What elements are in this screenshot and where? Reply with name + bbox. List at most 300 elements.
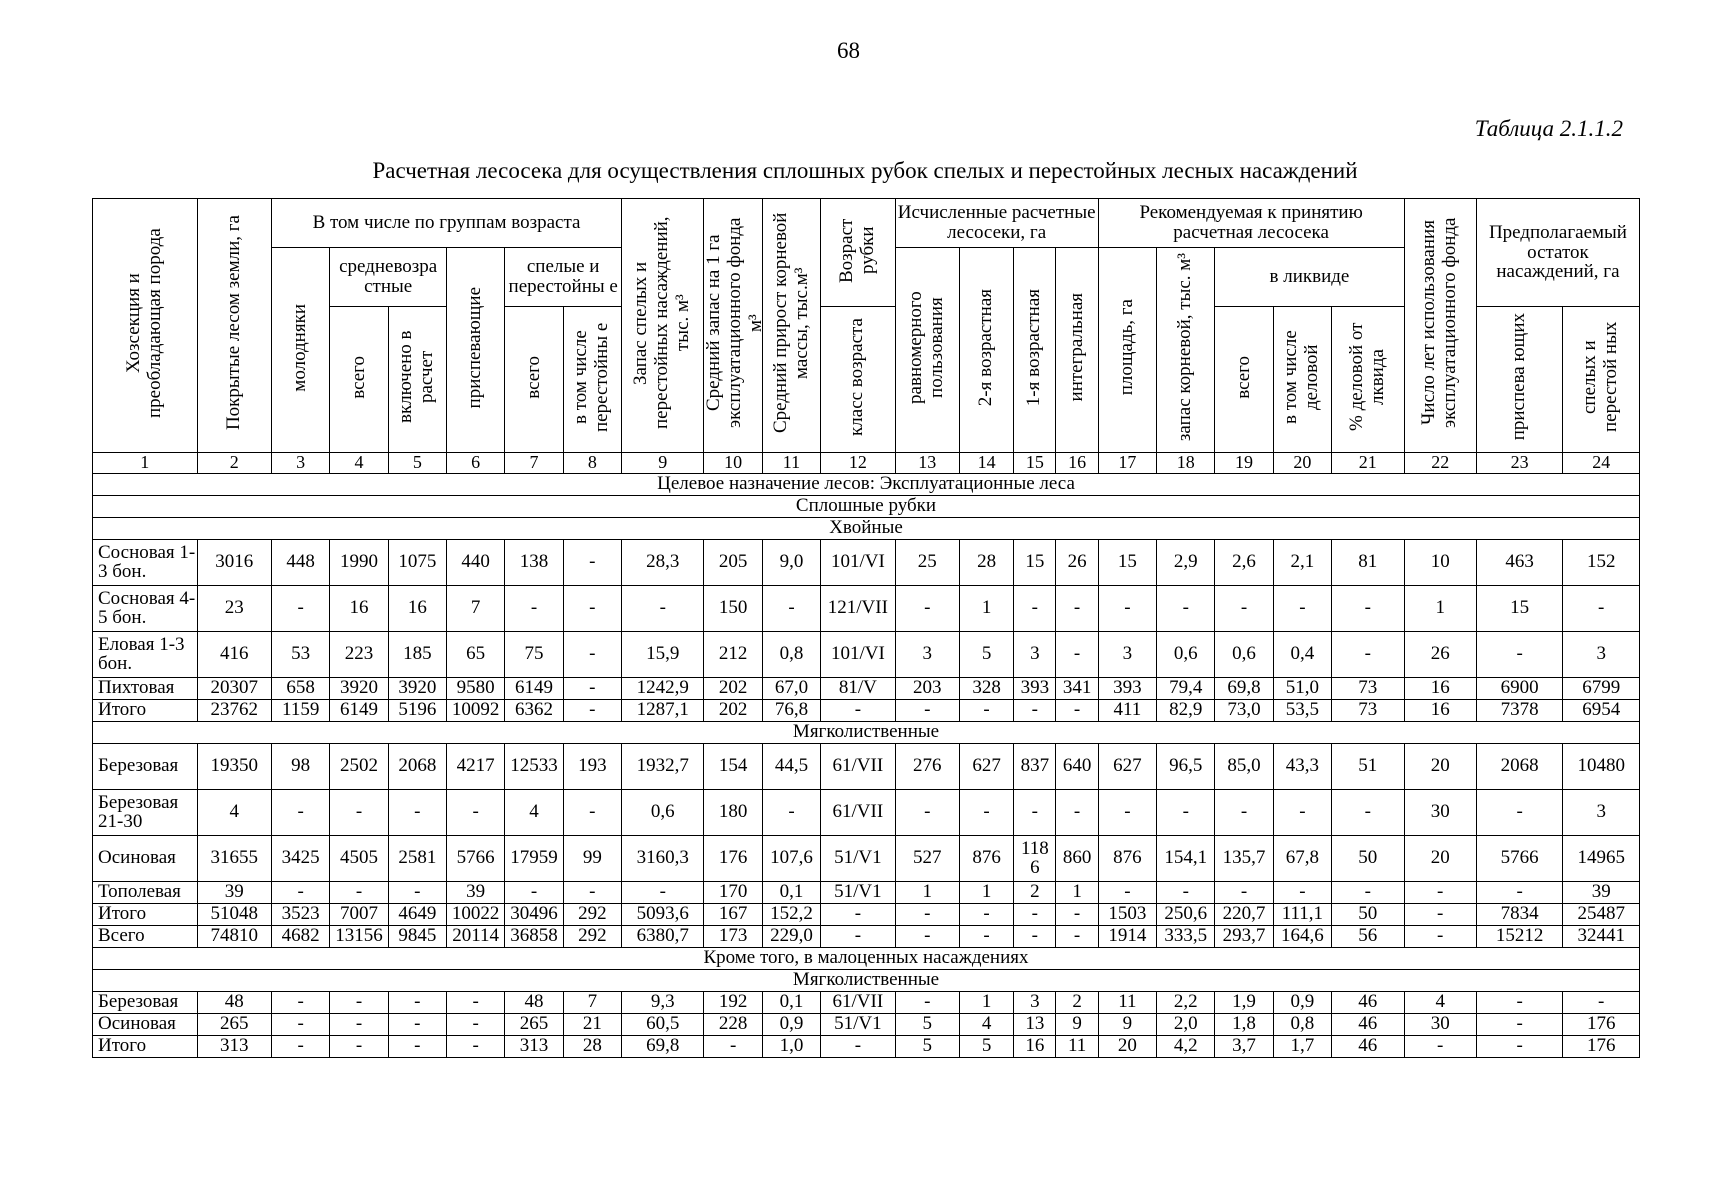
- header-c21: % деловой от лквида: [1332, 307, 1404, 453]
- table-cell: 5093,6: [622, 903, 704, 925]
- table-cell: 3,7: [1215, 1035, 1273, 1057]
- table-cell: 135,7: [1215, 835, 1273, 881]
- header-c13: равномерного пользования: [895, 248, 959, 453]
- table-cell: -: [388, 991, 446, 1013]
- table-row: [93, 903, 1640, 925]
- table-cell: 6799: [1563, 677, 1640, 699]
- header-c19: всего: [1215, 307, 1273, 453]
- table-cell: -: [1476, 631, 1562, 677]
- table-cell: 75: [505, 631, 563, 677]
- table-cell: -: [895, 789, 959, 835]
- table-cell: 1159: [272, 699, 330, 721]
- table-cell: 1: [1056, 881, 1098, 903]
- table-cell: 6380,7: [622, 925, 704, 947]
- column-number: 11: [762, 452, 820, 473]
- table-cell: 7007: [330, 903, 388, 925]
- table-cell: 51: [1332, 743, 1404, 789]
- table-cell: 98: [272, 743, 330, 789]
- table-cell: 276: [895, 743, 959, 789]
- table-cell: -: [1563, 585, 1640, 631]
- table-cell: 9: [1056, 1013, 1098, 1035]
- table-cell: 5: [959, 631, 1013, 677]
- table-cell: 26: [1056, 539, 1098, 585]
- table-cell: -: [895, 925, 959, 947]
- header-group-age: В том числе по группам возраста: [272, 199, 622, 248]
- table-cell: 7: [563, 991, 621, 1013]
- table-cell: 69,8: [1215, 677, 1273, 699]
- table-cell: 2: [1056, 991, 1098, 1013]
- table-cell: 107,6: [762, 835, 820, 881]
- table-cell: 138: [505, 539, 563, 585]
- species-name-cell: Осиновая: [93, 1013, 198, 1035]
- column-number: 21: [1332, 452, 1404, 473]
- table-cell: -: [1056, 631, 1098, 677]
- table-cell: 265: [197, 1013, 271, 1035]
- table-cell: -: [1332, 881, 1404, 903]
- table-cell: 1,9: [1215, 991, 1273, 1013]
- table-cell: 167: [704, 903, 762, 925]
- table-cell: -: [1098, 881, 1156, 903]
- table-cell: 3: [1563, 789, 1640, 835]
- table-cell: 1242,9: [622, 677, 704, 699]
- header-c5: включено в расчет: [388, 307, 446, 453]
- header-c23: приспева ющих: [1476, 307, 1562, 453]
- species-name-cell: Березовая: [93, 743, 198, 789]
- table-cell: 1,0: [762, 1035, 820, 1057]
- header-c24: спелых и перестой ных: [1563, 307, 1640, 453]
- table-cell: -: [330, 881, 388, 903]
- table-cell: 36858: [505, 925, 563, 947]
- table-cell: 1: [1404, 585, 1476, 631]
- table-cell: 205: [704, 539, 762, 585]
- species-name-cell: Итого: [93, 699, 198, 721]
- table-cell: 9,3: [622, 991, 704, 1013]
- species-name-cell: Сосновая 1-3 бон.: [93, 539, 198, 585]
- table-cell: 13: [1014, 1013, 1056, 1035]
- table-cell: -: [821, 1035, 895, 1057]
- table-cell: -: [959, 699, 1013, 721]
- table-cell: 185: [388, 631, 446, 677]
- table-cell: 69,8: [622, 1035, 704, 1057]
- table-cell: 0,8: [762, 631, 820, 677]
- table-cell: -: [330, 991, 388, 1013]
- table-row: [93, 699, 1640, 721]
- table-cell: -: [447, 1035, 505, 1057]
- table-cell: 1990: [330, 539, 388, 585]
- table-cell: 9,0: [762, 539, 820, 585]
- table-cell: 5: [895, 1013, 959, 1035]
- table-cell: 2068: [1476, 743, 1562, 789]
- table-cell: 73,0: [1215, 699, 1273, 721]
- table-cell: 65: [447, 631, 505, 677]
- table-cell: 0,8: [1273, 1013, 1331, 1035]
- table-cell: 4505: [330, 835, 388, 881]
- table-cell: 81: [1332, 539, 1404, 585]
- table-cell: -: [1273, 789, 1331, 835]
- table-cell: 39: [447, 881, 505, 903]
- table-cell: 658: [272, 677, 330, 699]
- section-purpose-label: Целевое назначение лесов: Эксплуатационные леса: [93, 473, 1640, 495]
- table-cell: -: [447, 991, 505, 1013]
- header-c4: всего: [330, 307, 388, 453]
- column-number: 6: [447, 452, 505, 473]
- header-c7: всего: [505, 307, 563, 453]
- species-name-cell: Березовая 21-30: [93, 789, 198, 835]
- table-cell: 16: [330, 585, 388, 631]
- species-name-cell: Сосновая 4-5 бон.: [93, 585, 198, 631]
- table-cell: 313: [505, 1035, 563, 1057]
- table-cell: 176: [704, 835, 762, 881]
- section-besides: [93, 947, 1640, 969]
- table-cell: 67,0: [762, 677, 820, 699]
- header-c1: Хозсекция и преобладающая порода: [93, 199, 198, 453]
- table-cell: 3920: [388, 677, 446, 699]
- table-cell: 527: [895, 835, 959, 881]
- header-c10: Средний запас на 1 га эксплуатационного фонда м³: [704, 199, 762, 453]
- header-c3: молодняки: [272, 248, 330, 453]
- table-cell: 21: [563, 1013, 621, 1035]
- table-header: [93, 199, 1640, 453]
- table-cell: 0,6: [1215, 631, 1273, 677]
- header-c9: Запас спелых и перестойных насаждений, тыс. м³: [622, 199, 704, 453]
- table-cell: 0,6: [622, 789, 704, 835]
- table-cell: 180: [704, 789, 762, 835]
- table-cell: 170: [704, 881, 762, 903]
- table-cell: 212: [704, 631, 762, 677]
- table-cell: -: [330, 1035, 388, 1057]
- table-cell: 1075: [388, 539, 446, 585]
- table-cell: 51/V1: [821, 835, 895, 881]
- table-cell: 1,7: [1273, 1035, 1331, 1057]
- header-c15: 1-я возрастная: [1014, 248, 1056, 453]
- table-cell: -: [1157, 585, 1215, 631]
- table-cell: -: [1056, 903, 1098, 925]
- column-number: 20: [1273, 452, 1331, 473]
- table-cell: 48: [505, 991, 563, 1013]
- section-purpose: [93, 473, 1640, 495]
- table-cell: 9580: [447, 677, 505, 699]
- table-cell: 341: [1056, 677, 1098, 699]
- table-cell: 0,6: [1157, 631, 1215, 677]
- table-row: [93, 539, 1640, 585]
- column-number: 14: [959, 452, 1013, 473]
- table-cell: 228: [704, 1013, 762, 1035]
- table-row: [93, 631, 1640, 677]
- column-number: 12: [821, 452, 895, 473]
- table-cell: 152,2: [762, 903, 820, 925]
- table-cell: -: [388, 789, 446, 835]
- table-cell: 61/VII: [821, 789, 895, 835]
- header-liquid: в ликвиде: [1215, 248, 1404, 307]
- header-calc: Исчисленные расчетные лесосеки, га: [895, 199, 1098, 248]
- table-cell: 7: [447, 585, 505, 631]
- section-cut-type-label: Сплошные рубки: [93, 495, 1640, 517]
- column-number: 5: [388, 452, 446, 473]
- column-number: 17: [1098, 452, 1156, 473]
- table-cell: 44,5: [762, 743, 820, 789]
- table-cell: 13156: [330, 925, 388, 947]
- table-cell: 51,0: [1273, 677, 1331, 699]
- table-row: [93, 881, 1640, 903]
- table-cell: 0,1: [762, 881, 820, 903]
- table-cell: 2,2: [1157, 991, 1215, 1013]
- table-cell: 5766: [1476, 835, 1562, 881]
- column-number: 10: [704, 452, 762, 473]
- table-row: [93, 677, 1640, 699]
- table-cell: -: [1476, 1035, 1562, 1057]
- table-cell: 4649: [388, 903, 446, 925]
- table-cell: 28,3: [622, 539, 704, 585]
- table-cell: 176: [1563, 1013, 1640, 1035]
- header-c6: приспевающие: [447, 248, 505, 453]
- column-number: 1: [93, 452, 198, 473]
- table-cell: 46: [1332, 1013, 1404, 1035]
- table-cell: -: [388, 1035, 446, 1057]
- table-cell: -: [388, 881, 446, 903]
- table-cell: 9845: [388, 925, 446, 947]
- header-remainder: Предполагаемый остаток насаждений, га: [1476, 199, 1639, 307]
- table-cell: 6954: [1563, 699, 1640, 721]
- table-cell: 12533: [505, 743, 563, 789]
- table-cell: 73: [1332, 699, 1404, 721]
- table-cell: 20: [1404, 743, 1476, 789]
- table-cell: 1,8: [1215, 1013, 1273, 1035]
- header-c8: в том числе перестойны е: [563, 307, 621, 453]
- column-number: 13: [895, 452, 959, 473]
- table-cell: 14965: [1563, 835, 1640, 881]
- table-cell: -: [1476, 1013, 1562, 1035]
- table-cell: 10480: [1563, 743, 1640, 789]
- table-cell: 0,4: [1273, 631, 1331, 677]
- table-cell: 192: [704, 991, 762, 1013]
- table-cell: -: [959, 925, 1013, 947]
- column-number: 7: [505, 452, 563, 473]
- header-recommended: Рекомендуемая к принятию расчетная лесосека: [1098, 199, 1404, 248]
- table-cell: 25: [895, 539, 959, 585]
- table-cell: 48: [197, 991, 271, 1013]
- table-cell: -: [1404, 925, 1476, 947]
- table-cell: -: [447, 1013, 505, 1035]
- table-cell: 3016: [197, 539, 271, 585]
- table-row: [93, 789, 1640, 835]
- table-cell: 6900: [1476, 677, 1562, 699]
- section-conifers-label: Хвойные: [93, 517, 1640, 539]
- table-cell: -: [563, 881, 621, 903]
- table-cell: 3: [1014, 991, 1056, 1013]
- table-cell: 10022: [447, 903, 505, 925]
- table-cell: 46: [1332, 991, 1404, 1013]
- table-cell: -: [895, 903, 959, 925]
- table-cell: 30: [1404, 789, 1476, 835]
- table-cell: 82,9: [1157, 699, 1215, 721]
- column-number: 15: [1014, 452, 1056, 473]
- page-number: 68: [837, 38, 860, 63]
- table-cell: 17959: [505, 835, 563, 881]
- table-cell: -: [1056, 585, 1098, 631]
- table-cell: 5766: [447, 835, 505, 881]
- table-cell: -: [563, 789, 621, 835]
- table-cell: 30496: [505, 903, 563, 925]
- table-cell: 20: [1098, 1035, 1156, 1057]
- table-cell: 96,5: [1157, 743, 1215, 789]
- column-number: 24: [1563, 452, 1640, 473]
- table-cell: -: [1014, 699, 1056, 721]
- table-cell: -: [821, 925, 895, 947]
- table-cell: 30: [1404, 1013, 1476, 1035]
- column-number: 8: [563, 452, 621, 473]
- table-cell: 20307: [197, 677, 271, 699]
- table-row: [93, 925, 1640, 947]
- table-cell: 26: [1404, 631, 1476, 677]
- table-cell: -: [704, 1035, 762, 1057]
- table-cell: 837: [1014, 743, 1056, 789]
- table-cell: -: [1404, 903, 1476, 925]
- column-number: 22: [1404, 452, 1476, 473]
- table-cell: 43,3: [1273, 743, 1331, 789]
- table-cell: 2502: [330, 743, 388, 789]
- table-cell: -: [1332, 631, 1404, 677]
- table-cell: 152: [1563, 539, 1640, 585]
- table-cell: 0,9: [762, 1013, 820, 1035]
- table-cell: -: [1404, 881, 1476, 903]
- table-cell: -: [563, 699, 621, 721]
- table-cell: 328: [959, 677, 1013, 699]
- table-row: [93, 585, 1640, 631]
- table-cell: -: [272, 991, 330, 1013]
- section-cut-type: [93, 495, 1640, 517]
- table-cell: 1: [959, 991, 1013, 1013]
- table-cell: 51/V1: [821, 1013, 895, 1035]
- table-cell: 4: [1404, 991, 1476, 1013]
- table-cell: 16: [1404, 677, 1476, 699]
- table-cell: -: [1056, 789, 1098, 835]
- table-cell: -: [1215, 585, 1273, 631]
- table-cell: 15212: [1476, 925, 1562, 947]
- table-cell: -: [762, 789, 820, 835]
- table-cell: -: [1056, 925, 1098, 947]
- table-cell: -: [1215, 881, 1273, 903]
- table-cell: 46: [1332, 1035, 1404, 1057]
- table-row: [93, 1013, 1640, 1035]
- table-cell: -: [1014, 789, 1056, 835]
- header-c17: площадь, га: [1098, 248, 1156, 453]
- table-cell: 61/VII: [821, 991, 895, 1013]
- table-cell: 85,0: [1215, 743, 1273, 789]
- table-cell: -: [272, 1035, 330, 1057]
- table-cell: 265: [505, 1013, 563, 1035]
- table-cell: 0,1: [762, 991, 820, 1013]
- table-cell: -: [895, 699, 959, 721]
- column-number: 23: [1476, 452, 1562, 473]
- table-cell: -: [895, 991, 959, 1013]
- table-cell: 250,6: [1157, 903, 1215, 925]
- table-cell: 121/VII: [821, 585, 895, 631]
- table-cell: -: [272, 881, 330, 903]
- table-cell: -: [505, 585, 563, 631]
- table-cell: -: [1157, 881, 1215, 903]
- table-cell: 76,8: [762, 699, 820, 721]
- table-cell: -: [762, 585, 820, 631]
- table-cell: -: [1157, 789, 1215, 835]
- table-cell: 393: [1014, 677, 1056, 699]
- table-cell: 118 6: [1014, 835, 1056, 881]
- table-cell: -: [1056, 699, 1098, 721]
- table-cell: -: [1273, 585, 1331, 631]
- table-cell: 39: [197, 881, 271, 903]
- table-cell: 15: [1476, 585, 1562, 631]
- table-body: [93, 452, 1640, 1057]
- table-cell: -: [563, 631, 621, 677]
- table-title: Расчетная лесосека для осуществления сплошных рубок спелых и перестойных лесных насаждений: [372, 158, 1358, 183]
- table-cell: 4: [197, 789, 271, 835]
- table-cell: 2581: [388, 835, 446, 881]
- header-c11: Средний прирост корневой массы, тыс.м³: [762, 199, 820, 453]
- table-cell: -: [563, 585, 621, 631]
- table-cell: 203: [895, 677, 959, 699]
- column-number: 16: [1056, 452, 1098, 473]
- table-cell: 31655: [197, 835, 271, 881]
- column-number: 18: [1157, 452, 1215, 473]
- table-cell: 220,7: [1215, 903, 1273, 925]
- table-cell: 1: [959, 881, 1013, 903]
- table-cell: -: [1014, 585, 1056, 631]
- forest-cutting-table: [92, 198, 1640, 1058]
- table-cell: 111,1: [1273, 903, 1331, 925]
- table-cell: 50: [1332, 835, 1404, 881]
- table-cell: 16: [1014, 1035, 1056, 1057]
- table-cell: 10: [1404, 539, 1476, 585]
- table-cell: -: [1098, 789, 1156, 835]
- table-cell: 10092: [447, 699, 505, 721]
- table-cell: 4: [959, 1013, 1013, 1035]
- table-cell: 2,6: [1215, 539, 1273, 585]
- table-cell: 6362: [505, 699, 563, 721]
- table-cell: 101/VI: [821, 631, 895, 677]
- table-cell: 19350: [197, 743, 271, 789]
- table-cell: 11: [1098, 991, 1156, 1013]
- table-cell: -: [1014, 925, 1056, 947]
- table-cell: 154,1: [1157, 835, 1215, 881]
- table-cell: 1914: [1098, 925, 1156, 947]
- table-cell: -: [622, 881, 704, 903]
- table-cell: 16: [1404, 699, 1476, 721]
- header-age-cut: Возраст рубки: [821, 199, 895, 307]
- table-cell: -: [1476, 881, 1562, 903]
- table-cell: -: [272, 1013, 330, 1035]
- table-cell: 876: [959, 835, 1013, 881]
- table-cell: 627: [959, 743, 1013, 789]
- table-cell: 1503: [1098, 903, 1156, 925]
- table-cell: 4: [505, 789, 563, 835]
- table-cell: 193: [563, 743, 621, 789]
- table-cell: -: [821, 903, 895, 925]
- species-name-cell: Еловая 1-3 бон.: [93, 631, 198, 677]
- table-cell: 5: [895, 1035, 959, 1057]
- species-name-cell: Тополевая: [93, 881, 198, 903]
- header-mature: спелые и перестойны е: [505, 248, 622, 307]
- table-cell: 202: [704, 677, 762, 699]
- section-softwood: [93, 721, 1640, 743]
- table-cell: -: [1563, 991, 1640, 1013]
- column-number: 4: [330, 452, 388, 473]
- table-cell: 463: [1476, 539, 1562, 585]
- table-cell: 7834: [1476, 903, 1562, 925]
- column-number: 9: [622, 452, 704, 473]
- table-cell: 25487: [1563, 903, 1640, 925]
- table-cell: 1287,1: [622, 699, 704, 721]
- table-cell: -: [447, 789, 505, 835]
- table-cell: 79,4: [1157, 677, 1215, 699]
